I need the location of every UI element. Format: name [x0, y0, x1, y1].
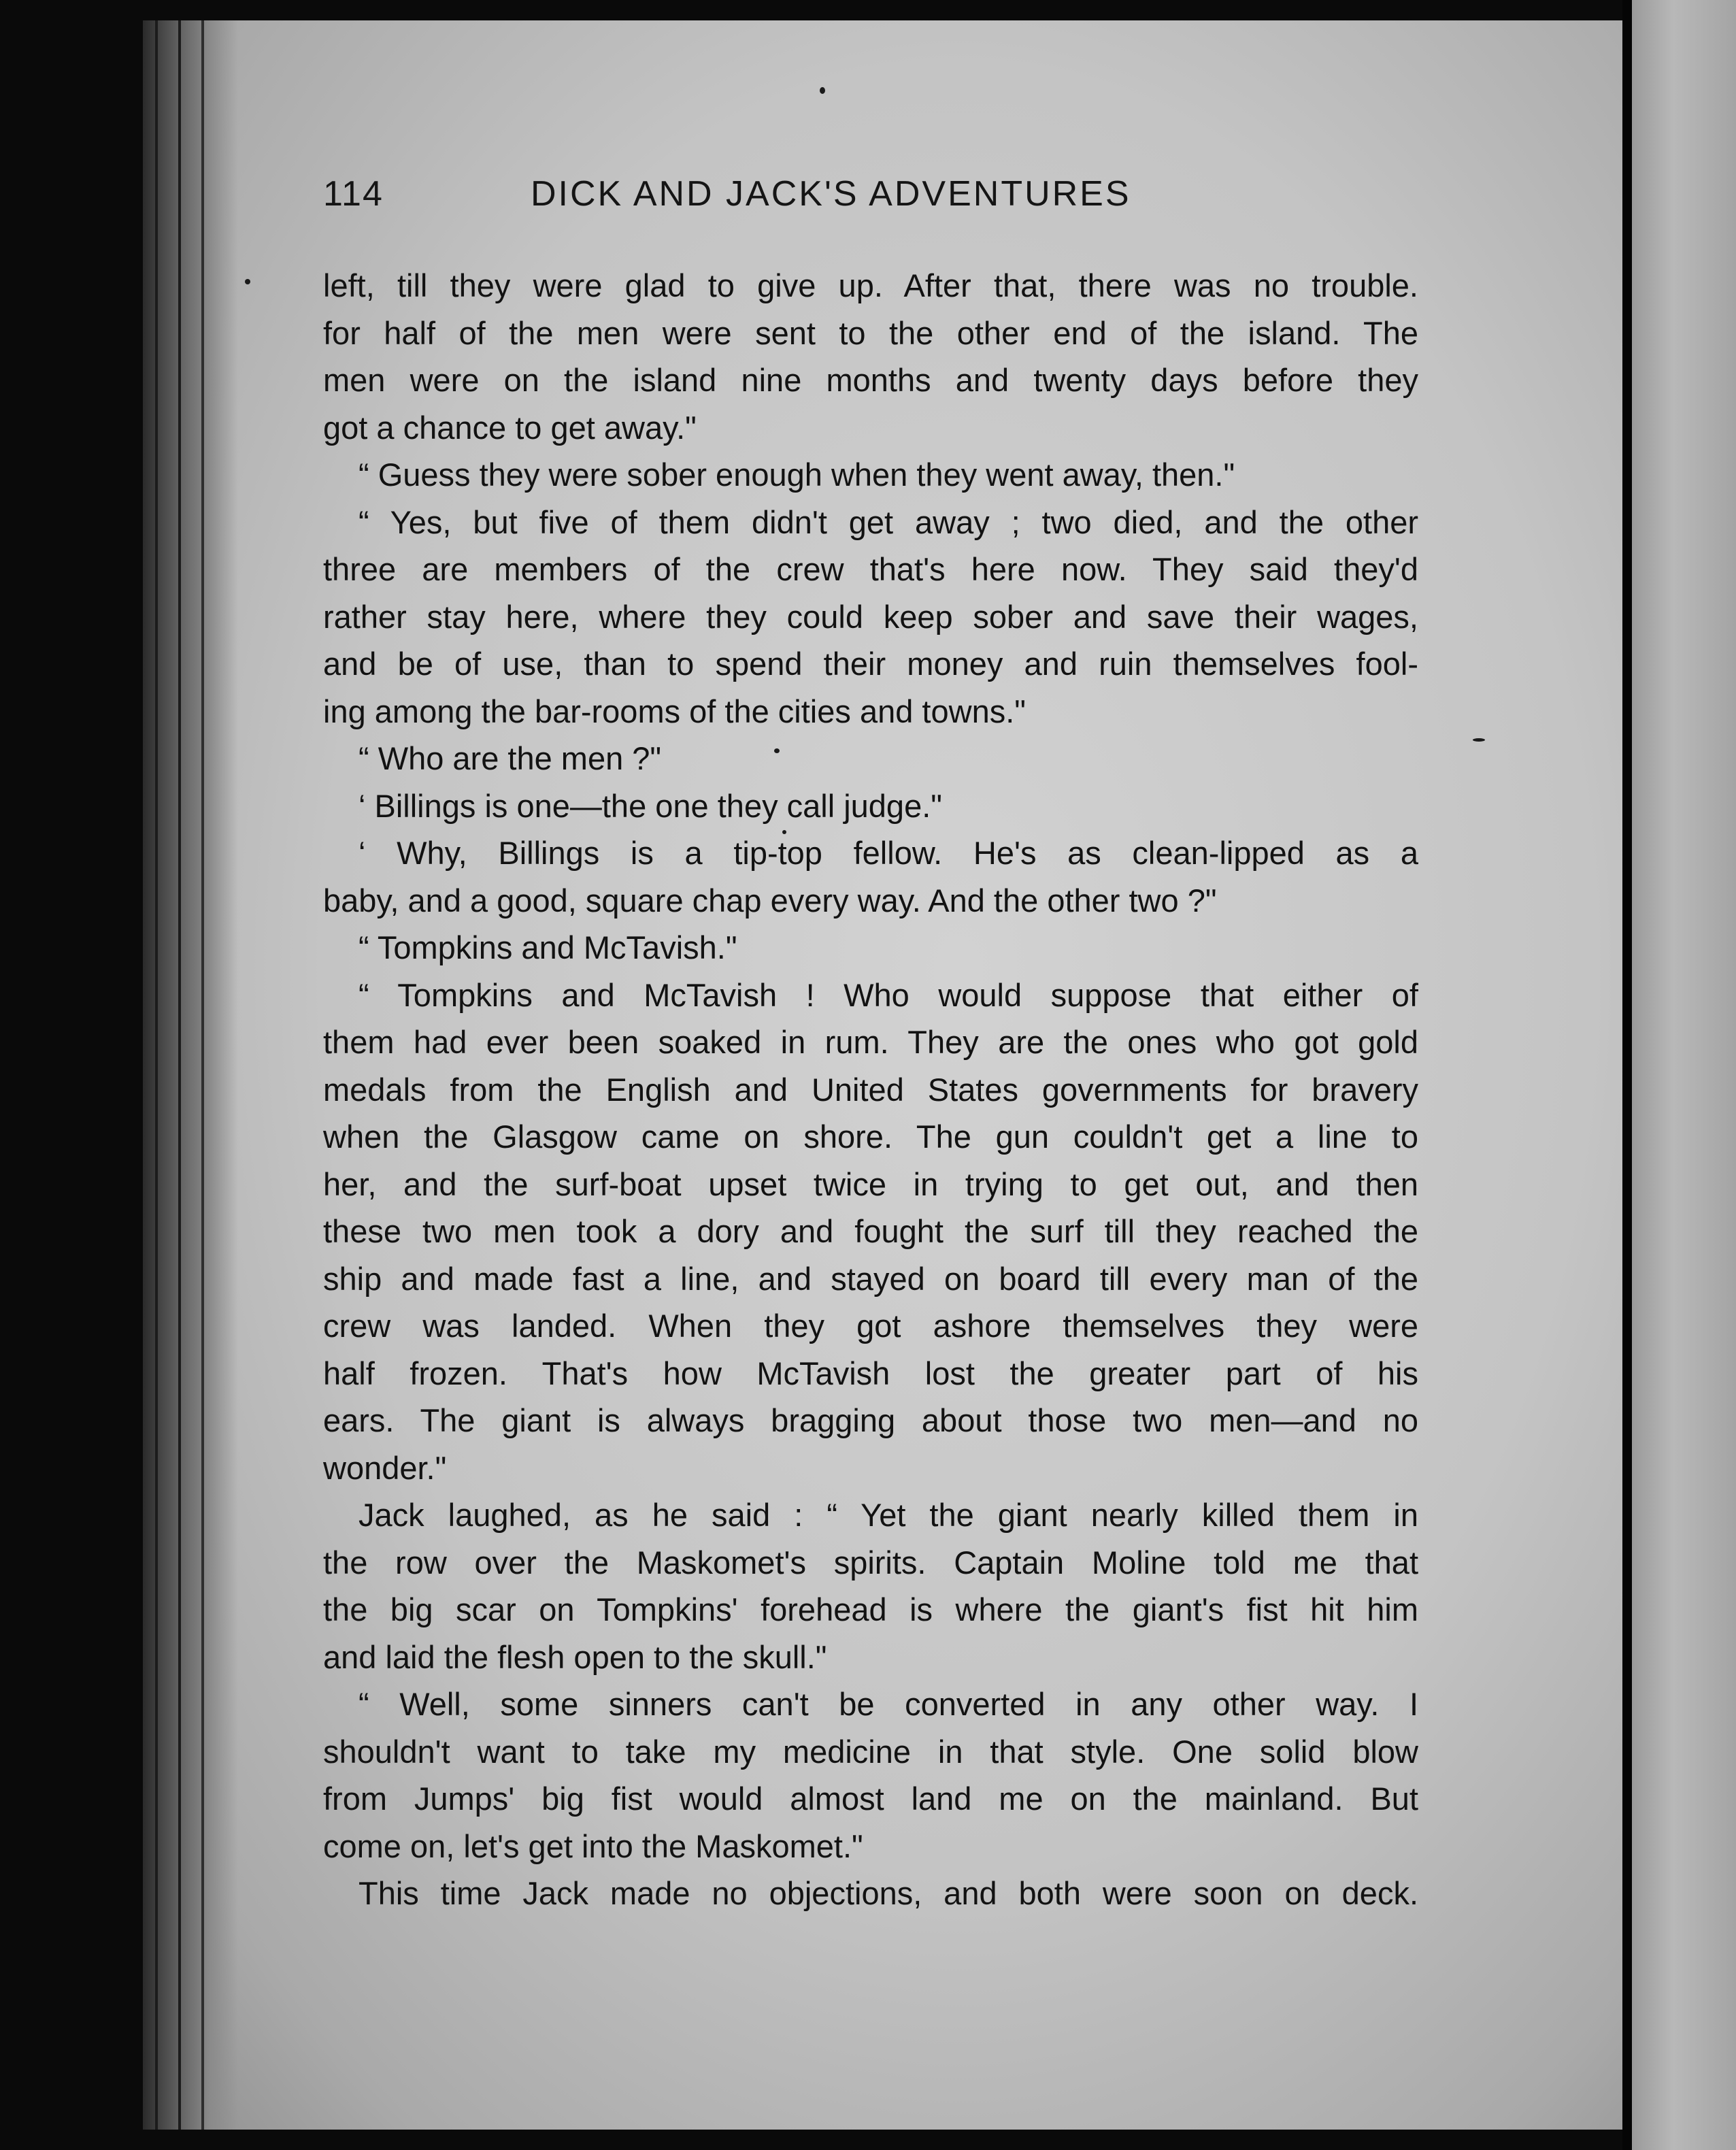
text-line: men were on the island nine months and twenty days before they: [323, 362, 1418, 398]
text-line: when the Glasgow came on shore. The gun couldn't get a line to: [323, 1119, 1418, 1155]
text-line: and laid the flesh open to the skull.": [323, 1638, 827, 1675]
scan-speck: [245, 279, 250, 284]
text-line: these two men took a dory and fought the surf till they reached the: [323, 1213, 1418, 1249]
text-line: ship and made fast a line, and stayed on board till every man of the: [323, 1260, 1418, 1297]
text-line: rather stay here, where they could keep sober and save their wages,: [323, 598, 1418, 635]
running-title: DICK AND JACK'S ADVENTURES: [531, 174, 1131, 214]
text-line: ‘ Why, Billings is a tip-top fellow. He's as clean-lipped as a: [358, 835, 1418, 871]
text-line: ing among the bar-rooms of the cities and towns.": [323, 693, 1026, 729]
adjacent-page-edge: [1632, 0, 1736, 2150]
text-line: shouldn't want to take my medicine in that style. One solid blow: [323, 1733, 1418, 1770]
page-number: 114: [323, 174, 384, 214]
text-line: three are members of the crew that's here now. They said they'd: [323, 551, 1418, 587]
text-line: “ Tompkins and McTavish ! Who would suppose that either of: [358, 976, 1418, 1013]
scan-speck: [1473, 738, 1485, 742]
text-line: wonder.": [323, 1449, 447, 1486]
text-line: her, and the surf-boat upset twice in trying to get out, and then: [323, 1165, 1418, 1202]
spine-edge-line: [201, 20, 204, 2130]
text-line: medals from the English and United States governments for bravery: [323, 1071, 1418, 1108]
text-line: ‘ Billings is one—the one they call judge.": [358, 787, 942, 824]
text-line: Jack laughed, as he said : “ Yet the giant nearly killed them in: [358, 1497, 1418, 1533]
text-line: “ Yes, but five of them didn't get away ; two died, and the other: [358, 503, 1418, 540]
text-line: them had ever been soaked in rum. They are the ones who got gold: [323, 1024, 1418, 1060]
text-line: “ Well, some sinners can't be converted in any other way. I: [358, 1686, 1418, 1722]
text-line: “ Who are the men ?": [358, 740, 662, 776]
text-line: and be of use, than to spend their money and ruin themselves fool-: [323, 646, 1418, 682]
text-line: half frozen. That's how McTavish lost the greater part of his: [323, 1355, 1418, 1391]
text-line: come on, let's get into the Maskomet.": [323, 1828, 863, 1864]
text-line: “ Tompkins and McTavish.": [358, 929, 737, 965]
spine-edge-line: [178, 20, 181, 2130]
text-line: This time Jack made no objections, and both were soon on deck.: [358, 1875, 1418, 1911]
body-text: [323, 262, 1418, 1917]
text-line: crew was landed. When they got ashore themselves they were: [323, 1308, 1418, 1344]
text-line: got a chance to get away.": [323, 409, 697, 446]
text-line: left, till they were glad to give up. After that, there was no trouble.: [323, 267, 1418, 303]
text-line: from Jumps' big fist would almost land me on the mainland. But: [323, 1781, 1418, 1817]
spine-edge-line: [155, 20, 158, 2130]
text-line: for half of the men were sent to the other end of the island. The: [323, 314, 1418, 351]
text-line: the row over the Maskomet's spirits. Captain Moline told me that: [323, 1544, 1418, 1581]
text-line: “ Guess they were sober enough when they went away, then.": [358, 457, 1235, 493]
text-line: ears. The giant is always bragging about those two men—and no: [323, 1402, 1418, 1438]
scan-speck: [820, 87, 825, 94]
scan-speck: [774, 748, 780, 753]
page-right-edge: [1622, 0, 1632, 2150]
text-line: baby, and a good, square chap every way. And the other two ?": [323, 882, 1217, 919]
scan-speck: [782, 830, 786, 834]
page-header: [323, 173, 1412, 228]
text-line: the big scar on Tompkins' forehead is where the giant's fist hit him: [323, 1591, 1418, 1627]
